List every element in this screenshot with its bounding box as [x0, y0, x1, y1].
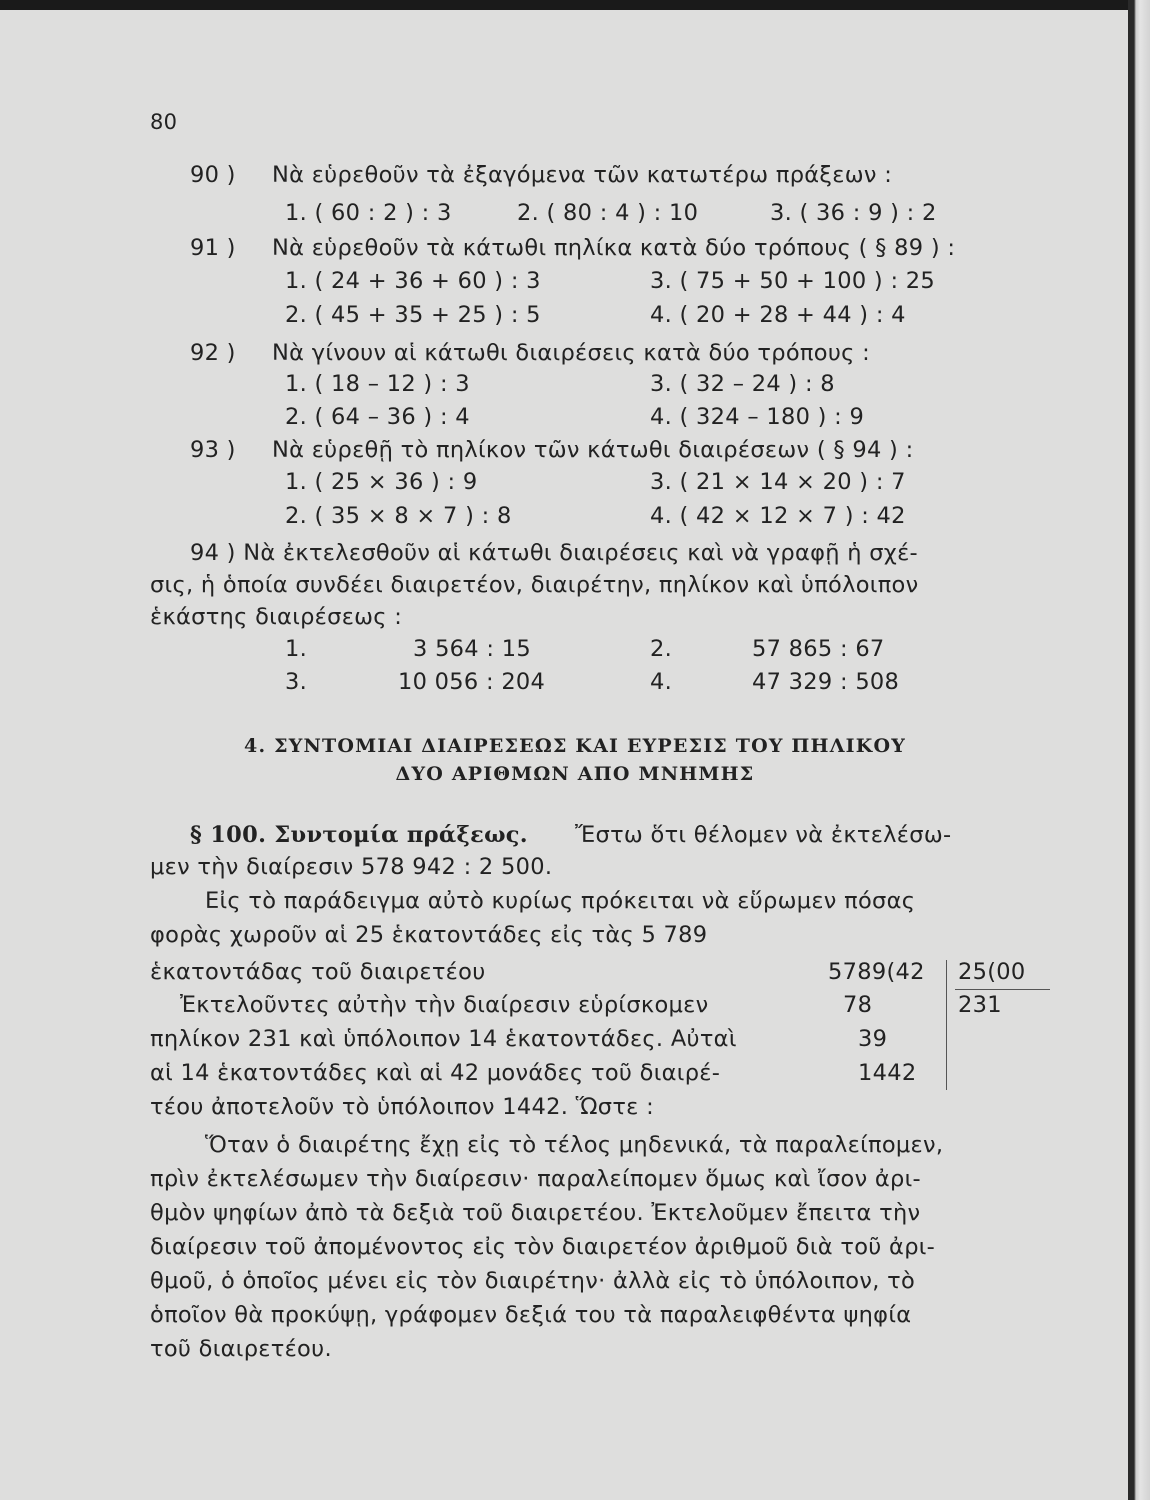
exercise-93-label: 93 )	[190, 437, 236, 463]
section-line-8: αἱ 14 ἑκατοντάδες καὶ αἱ 42 μονάδες τοῦ διαιρέ-	[150, 1060, 721, 1086]
division-remainder-1: 78	[843, 992, 873, 1018]
exercise-92-item-3: 3. ( 32 – 24 ) : 8	[650, 371, 835, 397]
exercise-94-num-4: 4.	[650, 669, 673, 695]
rule-line-1: Ὅταν ὁ διαιρέτης ἔχῃ εἰς τὸ τέλος μηδενικά, τὰ παραλείπομεν,	[205, 1132, 944, 1158]
exercise-94-value-2: 57 865 : 67	[752, 636, 885, 662]
exercise-94-value-1: 3 564 : 15	[413, 636, 531, 662]
section-line-5: ἑκατοντάδας τοῦ διαιρετέου	[150, 959, 486, 985]
rule-line-4: διαίρεσιν τοῦ ἀπομένοντος εἰς τὸν διαιρετέον ἀριθμοῦ διὰ τοῦ ἀρι-	[150, 1234, 936, 1260]
exercise-94-value-4: 47 329 : 508	[752, 669, 900, 695]
rule-line-6: ὁποῖον θὰ προκύψῃ, γράφομεν δεξιά του τὰ παραλειφθέντα ψηφία	[150, 1302, 912, 1328]
section-line-9: τέου ἀποτελοῦν τὸ ὑπόλοιπον 1442. Ὥστε :	[150, 1094, 654, 1120]
exercise-91-item-2: 2. ( 45 + 35 + 25 ) : 5	[285, 302, 541, 328]
exercise-94-num-1: 1.	[285, 636, 308, 662]
exercise-92-item-4: 4. ( 324 – 180 ) : 9	[650, 404, 865, 430]
section-line-3: Εἰς τὸ παράδειγμα αὐτὸ κυρίως πρόκειται νὰ εὕρωμεν πόσας	[205, 888, 916, 914]
exercise-90-item-3: 3. ( 36 : 9 ) : 2	[770, 200, 937, 226]
exercise-90-item-1: 1. ( 60 : 2 ) : 3	[285, 200, 452, 226]
exercise-93-item-1: 1. ( 25 × 36 ) : 9	[285, 469, 478, 495]
rule-line-3: θμὸν ψηφίων ἀπὸ τὰ δεξιὰ τοῦ διαιρετέου. Ἐκτελοῦμεν ἔπειτα τὴν	[150, 1200, 921, 1226]
division-divisor: 25(00	[958, 959, 1026, 985]
division-vertical-rule	[946, 960, 947, 1090]
exercise-93-text: Νὰ εὑρεθῇ τὸ πηλίκον τῶν κάτωθι διαιρέσεων ( § 94 ) :	[272, 437, 914, 463]
exercise-94-line-1: 94 ) Νὰ ἐκτελεσθοῦν αἱ κάτωθι διαιρέσεις καὶ νὰ γραφῇ ἡ σχέ-	[190, 540, 918, 566]
division-remainder-2: 39	[858, 1026, 888, 1052]
section-line-7: πηλίκον 231 καὶ ὑπόλοιπον 14 ἑκατοντάδες. Αὐταὶ	[150, 1026, 737, 1052]
section-line-2: μεν τὴν διαίρεσιν 578 942 : 2 500.	[150, 854, 553, 880]
exercise-94-num-3: 3.	[285, 669, 308, 695]
exercise-91-text: Νὰ εὑρεθοῦν τὰ κάτωθι πηλίκα κατὰ δύο τρόπους ( § 89 ) :	[272, 235, 956, 261]
exercise-92-item-2: 2. ( 64 – 36 ) : 4	[285, 404, 470, 430]
division-remainder-3: 1442	[858, 1060, 917, 1086]
rule-line-7: τοῦ διαιρετέου.	[150, 1336, 332, 1362]
exercise-91-label: 91 )	[190, 235, 236, 261]
page-number: 80	[150, 110, 178, 134]
exercise-91-item-4: 4. ( 20 + 28 + 44 ) : 4	[650, 302, 906, 328]
exercise-94-line-2: σις, ἡ ὁποία συνδέει διαιρετέον, διαιρέτην, πηλίκον καὶ ὑπόλοιπον	[150, 572, 919, 598]
exercise-90-text: Νὰ εὑρεθοῦν τὰ ἐξαγόμενα τῶν κατωτέρω πράξεων :	[272, 162, 893, 188]
exercise-94-num-2: 2.	[650, 636, 673, 662]
exercise-93-item-2: 2. ( 35 × 8 × 7 ) : 8	[285, 503, 512, 529]
exercise-94-line-3: ἑκάστης διαιρέσεως :	[150, 604, 403, 630]
rule-line-5: θμοῦ, ὁ ὁποῖος μένει εἰς τὸν διαιρέτην· ἀλλὰ εἰς τὸ ὑπόλοιπον, τὸ	[150, 1268, 916, 1294]
exercise-91-item-3: 3. ( 75 + 50 + 100 ) : 25	[650, 268, 936, 294]
exercise-90-label: 90 )	[190, 162, 236, 188]
exercise-92-item-1: 1. ( 18 – 12 ) : 3	[285, 371, 470, 397]
exercise-92-text: Νὰ γίνουν αἱ κάτωθι διαιρέσεις κατὰ δύο τρόπους :	[272, 340, 870, 366]
section-line-4: φορὰς χωροῦν αἱ 25 ἑκατοντάδες εἰς τὰς 5 789	[150, 922, 708, 948]
division-dividend: 5789(42	[828, 959, 925, 985]
exercise-94-value-3: 10 056 : 204	[398, 669, 546, 695]
chapter-heading-line-2: ΔΥΟ ΑΡΙΘΜΩΝ ΑΠΟ ΜΝΗΜΗΣ	[395, 763, 755, 785]
section-label: § 100. Συντομία πράξεως.	[190, 822, 528, 848]
exercise-93-item-3: 3. ( 21 × 14 × 20 ) : 7	[650, 469, 906, 495]
scan-top-edge	[0, 0, 1130, 10]
rule-line-2: πρὶν ἐκτελέσωμεν τὴν διαίρεσιν· παραλείπομεν ὅμως καὶ ἴσον ἀρι-	[150, 1166, 921, 1192]
exercise-91-item-1: 1. ( 24 + 36 + 60 ) : 3	[285, 268, 541, 294]
section-line-1: Ἔστω ὅτι θέλομεν νὰ ἐκτελέσω-	[575, 822, 952, 848]
division-quotient: 231	[958, 992, 1002, 1018]
chapter-heading-line-1: 4. ΣΥΝΤΟΜΙΑΙ ΔΙΑΙΡΕΣΕΩΣ ΚΑΙ ΕΥΡΕΣΙΣ ΤΟΥ ΠΗΛΙΚΟΥ	[244, 735, 906, 757]
exercise-92-label: 92 )	[190, 340, 236, 366]
exercise-90-item-2: 2. ( 80 : 4 ) : 10	[517, 200, 699, 226]
exercise-93-item-4: 4. ( 42 × 12 × 7 ) : 42	[650, 503, 906, 529]
section-line-6: Ἐκτελοῦντες αὐτὴν τὴν διαίρεσιν εὑρίσκομεν	[180, 992, 709, 1018]
